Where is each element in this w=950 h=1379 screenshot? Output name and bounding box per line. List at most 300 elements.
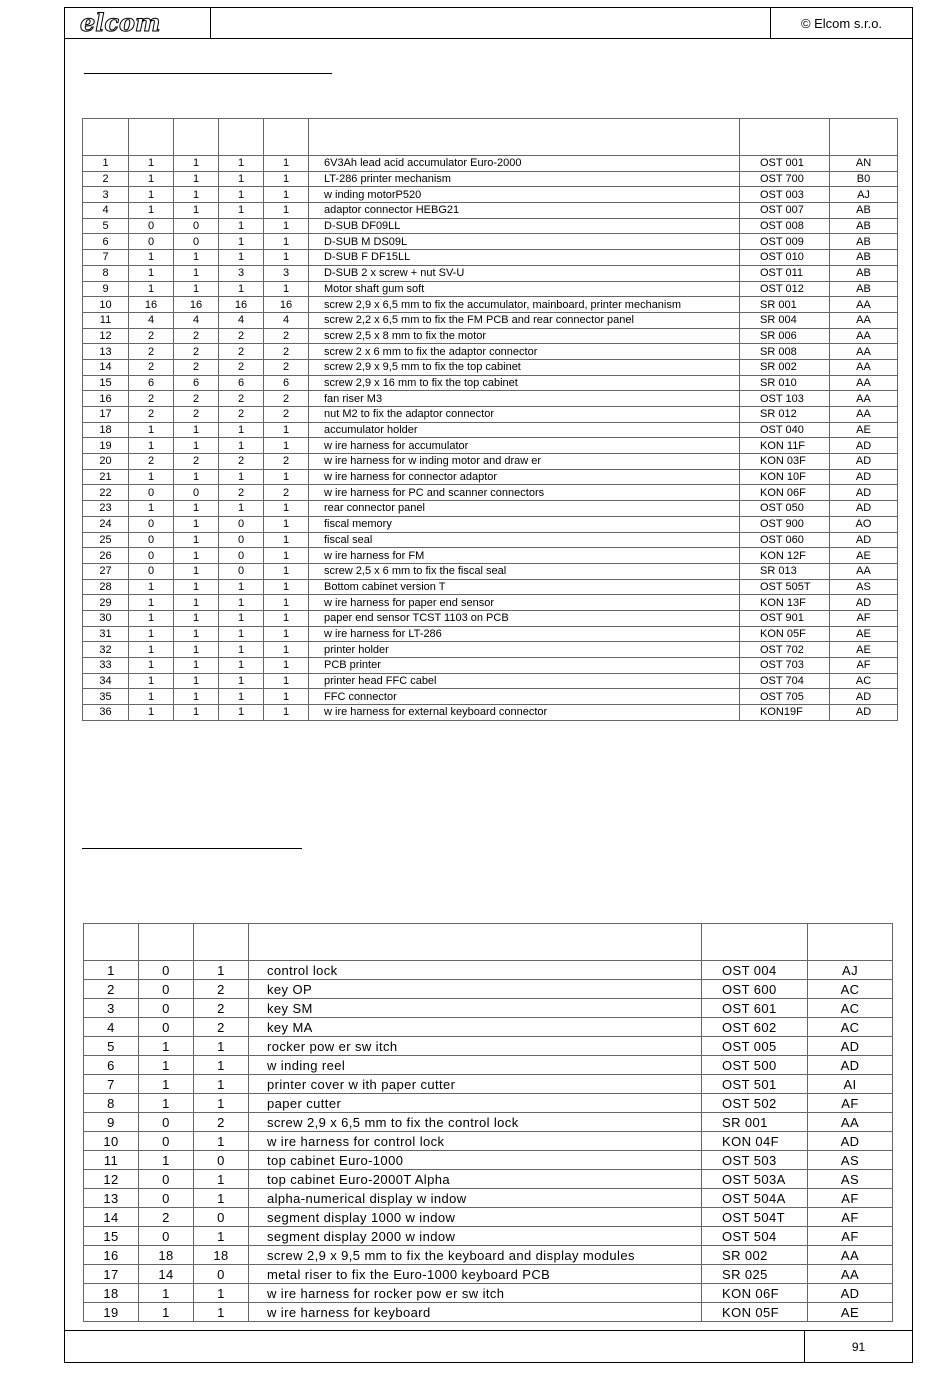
table-cell: OST 012 (740, 281, 830, 297)
table-row (83, 344, 898, 360)
table-cell: 1 (219, 595, 264, 611)
table-header-row (84, 924, 893, 961)
table-cell: OST 050 (740, 501, 830, 517)
table-cell: 1 (129, 595, 174, 611)
table-cell: 1 (264, 673, 309, 689)
table-cell: 1 (174, 579, 219, 595)
table-cell: 1 (174, 469, 219, 485)
table-cell: 1 (129, 281, 174, 297)
table-cell: AO (830, 516, 898, 532)
table-row (83, 171, 898, 187)
table-cell: 1 (194, 1056, 249, 1075)
table-cell: Bottom cabinet version T (309, 579, 740, 595)
table-cell: 0 (174, 485, 219, 501)
table-cell: 12 (83, 328, 129, 344)
table-cell: 2 (194, 999, 249, 1018)
table-cell: w ire harness for LT-286 (309, 626, 740, 642)
table-cell: 1 (174, 281, 219, 297)
table-cell: AA (808, 1113, 893, 1132)
table-cell: SR 012 (740, 407, 830, 423)
table-row (83, 234, 898, 250)
table-cell: AS (808, 1151, 893, 1170)
table-cell: KON 13F (740, 595, 830, 611)
table-cell: 1 (129, 171, 174, 187)
table-cell: 4 (264, 312, 309, 328)
table-cell: 1 (83, 156, 129, 172)
table-cell: 18 (84, 1284, 139, 1303)
table-cell: KON 03F (740, 454, 830, 470)
table-row (84, 1037, 893, 1056)
table-cell: AN (830, 156, 898, 172)
table-header-row (83, 119, 898, 156)
table-cell: 1 (129, 642, 174, 658)
table-cell: fiscal seal (309, 532, 740, 548)
table-cell: 11 (83, 312, 129, 328)
table-cell: 1 (194, 1303, 249, 1322)
table-cell: OST 601 (702, 999, 808, 1018)
table-row (83, 407, 898, 423)
table-cell: SR 002 (740, 359, 830, 375)
table-cell: rear connector panel (309, 501, 740, 517)
table-cell: 3 (264, 265, 309, 281)
table-cell: OST 503A (702, 1170, 808, 1189)
table-row (83, 328, 898, 344)
page-number: 91 (804, 1331, 912, 1362)
table-cell: 17 (83, 407, 129, 423)
table-cell: AA (830, 359, 898, 375)
table-cell: screw 2,5 x 6 mm to fix the fiscal seal (309, 563, 740, 579)
table-row (83, 689, 898, 705)
table-cell: printer head FFC cabel (309, 673, 740, 689)
table-cell: AB (830, 203, 898, 219)
table-cell: key OP (249, 980, 702, 999)
table-cell: KON 04F (702, 1132, 808, 1151)
table-cell: OST 502 (702, 1094, 808, 1113)
table-cell: 2 (174, 454, 219, 470)
table-cell: 1 (129, 689, 174, 705)
table-cell: 19 (84, 1303, 139, 1322)
table-cell: 1 (174, 658, 219, 674)
table-row (83, 297, 898, 313)
table-row (83, 516, 898, 532)
table-cell: 1 (264, 171, 309, 187)
table-cell: 1 (194, 1094, 249, 1113)
table-cell: 1 (219, 171, 264, 187)
table-cell: AA (808, 1265, 893, 1284)
table-cell: 1 (264, 579, 309, 595)
table-cell: 13 (84, 1189, 139, 1208)
table-cell: 10 (84, 1132, 139, 1151)
table-row (83, 422, 898, 438)
table-cell: OST 702 (740, 642, 830, 658)
table-cell: AA (830, 312, 898, 328)
table-cell: AE (830, 548, 898, 564)
table-cell: 1 (194, 1189, 249, 1208)
table-cell: 1 (264, 203, 309, 219)
table-cell: 1 (219, 658, 264, 674)
table-cell: 16 (264, 297, 309, 313)
table-cell: OST 103 (740, 391, 830, 407)
table-cell: 2 (129, 344, 174, 360)
table-cell: AS (830, 579, 898, 595)
table-cell: 1 (129, 250, 174, 266)
table-row (83, 187, 898, 203)
table-cell: 2 (264, 359, 309, 375)
table-cell: 1 (174, 563, 219, 579)
table-cell: 1 (264, 563, 309, 579)
table-row (83, 563, 898, 579)
table-cell: 4 (84, 1018, 139, 1037)
table-cell: OST 504T (702, 1208, 808, 1227)
table-row (83, 673, 898, 689)
parts-table-2 (83, 923, 893, 1322)
table-cell: 6 (84, 1056, 139, 1075)
table-cell: adaptor connector HEBG21 (309, 203, 740, 219)
table-cell: w inding reel (249, 1056, 702, 1075)
table-cell: 2 (174, 328, 219, 344)
table-cell: SR 025 (702, 1265, 808, 1284)
table-cell: 2 (264, 391, 309, 407)
table-row (83, 595, 898, 611)
table-row (83, 265, 898, 281)
table-cell: 0 (139, 1132, 194, 1151)
table-cell: AC (830, 673, 898, 689)
table-cell: w ire harness for accumulator (309, 438, 740, 454)
table-cell: 0 (139, 1170, 194, 1189)
table-cell: 35 (83, 689, 129, 705)
table-cell: 0 (129, 234, 174, 250)
table-row (84, 1113, 893, 1132)
table-row (84, 1094, 893, 1113)
table-cell: 32 (83, 642, 129, 658)
table-cell: 1 (139, 1094, 194, 1113)
table-row (83, 469, 898, 485)
table-cell: 1 (219, 156, 264, 172)
table-cell: OST 503 (702, 1151, 808, 1170)
table-row (84, 999, 893, 1018)
table-row (84, 1151, 893, 1170)
table-cell: AF (830, 658, 898, 674)
table-cell: KON 12F (740, 548, 830, 564)
table-cell: segment display 1000 w indow (249, 1208, 702, 1227)
table-cell: 2 (264, 328, 309, 344)
table-cell: 1 (174, 626, 219, 642)
table-cell: 6 (264, 375, 309, 391)
table-cell: AA (830, 407, 898, 423)
table-cell: 0 (139, 980, 194, 999)
table-cell: 1 (219, 438, 264, 454)
table-cell: 2 (219, 485, 264, 501)
table-cell: 0 (129, 548, 174, 564)
section-rule-2 (82, 848, 302, 849)
page-header (65, 8, 912, 39)
table-cell: AD (830, 705, 898, 721)
table-cell: 1 (174, 187, 219, 203)
table-cell: OST 705 (740, 689, 830, 705)
table-cell: 1 (129, 501, 174, 517)
table-cell: key MA (249, 1018, 702, 1037)
table-cell: 2 (219, 328, 264, 344)
table-cell: 1 (129, 469, 174, 485)
table-cell: 0 (139, 1227, 194, 1246)
table-cell: AA (830, 328, 898, 344)
table-cell: 2 (129, 328, 174, 344)
table-cell: 2 (83, 171, 129, 187)
table-cell: 1 (129, 705, 174, 721)
table-cell: 1 (219, 501, 264, 517)
table-cell: 2 (264, 344, 309, 360)
table-cell: OST 505T (740, 579, 830, 595)
table-cell: 0 (219, 563, 264, 579)
table-cell: 1 (129, 203, 174, 219)
table-cell: 1 (194, 961, 249, 980)
table-cell: 1 (264, 595, 309, 611)
table-cell: 34 (83, 673, 129, 689)
table-cell: 3 (84, 999, 139, 1018)
table-cell: 0 (194, 1151, 249, 1170)
table-cell: 2 (219, 407, 264, 423)
table-cell: 0 (139, 999, 194, 1018)
table-cell: accumulator holder (309, 422, 740, 438)
table-cell: 1 (174, 250, 219, 266)
table-cell: 16 (84, 1246, 139, 1265)
table-cell: SR 002 (702, 1246, 808, 1265)
parts-table-1 (82, 118, 898, 721)
table-cell: 1 (264, 156, 309, 172)
table-cell: AE (830, 422, 898, 438)
table-row (83, 532, 898, 548)
table-cell: 1 (219, 626, 264, 642)
table-cell: 6 (219, 375, 264, 391)
table-cell: AD (808, 1037, 893, 1056)
table-cell: 11 (84, 1151, 139, 1170)
table-cell: top cabinet Euro-1000 (249, 1151, 702, 1170)
table-cell: OST 700 (740, 171, 830, 187)
table-cell: AB (830, 250, 898, 266)
table-cell: paper cutter (249, 1094, 702, 1113)
table-row (83, 281, 898, 297)
table-cell: 2 (219, 359, 264, 375)
table-cell: 1 (194, 1227, 249, 1246)
table-cell: 2 (129, 359, 174, 375)
table-cell: 16 (129, 297, 174, 313)
table-cell: 21 (83, 469, 129, 485)
table-cell: w ire harness for PC and scanner connectors (309, 485, 740, 501)
table-cell: 1 (264, 642, 309, 658)
table-row (84, 1265, 893, 1284)
table-cell: AE (808, 1303, 893, 1322)
table-cell: screw 2 x 6 mm to fix the adaptor connector (309, 344, 740, 360)
table-cell: w ire harness for external keyboard connector (309, 705, 740, 721)
table-cell: AC (808, 1018, 893, 1037)
table-cell: 1 (174, 532, 219, 548)
table-cell: paper end sensor TCST 1103 on PCB (309, 610, 740, 626)
table-cell: 1 (264, 218, 309, 234)
table-cell: 2 (174, 344, 219, 360)
table-cell: SR 008 (740, 344, 830, 360)
table-cell: 2 (139, 1208, 194, 1227)
table-row (83, 454, 898, 470)
table-cell: 1 (174, 422, 219, 438)
table-cell: top cabinet Euro-2000T Alpha (249, 1170, 702, 1189)
table-cell: AA (830, 563, 898, 579)
table-cell: OST 009 (740, 234, 830, 250)
table-cell: 31 (83, 626, 129, 642)
table-cell: 16 (83, 391, 129, 407)
table-cell: 0 (139, 1113, 194, 1132)
table-cell: 2 (264, 407, 309, 423)
table-cell: OST 704 (740, 673, 830, 689)
table-cell: 0 (174, 218, 219, 234)
table-cell: w ire harness for FM (309, 548, 740, 564)
table-cell: SR 001 (702, 1113, 808, 1132)
table-cell: 4 (219, 312, 264, 328)
table-cell: AB (830, 218, 898, 234)
table-cell: 5 (84, 1037, 139, 1056)
table-cell: 1 (219, 187, 264, 203)
table-cell: 1 (219, 234, 264, 250)
table-cell: AB (830, 265, 898, 281)
table-cell: AC (808, 980, 893, 999)
table-cell: 2 (219, 454, 264, 470)
table-cell: 10 (83, 297, 129, 313)
table-row (83, 156, 898, 172)
table-row (83, 658, 898, 674)
table-cell: 9 (84, 1113, 139, 1132)
table-row (84, 1303, 893, 1322)
table-cell: 20 (83, 454, 129, 470)
table-cell: 0 (129, 563, 174, 579)
table-cell: 33 (83, 658, 129, 674)
table-cell: alpha-numerical display w indow (249, 1189, 702, 1208)
table-row (84, 1170, 893, 1189)
table-row (83, 548, 898, 564)
table-cell: OST 900 (740, 516, 830, 532)
table-cell: 14 (83, 359, 129, 375)
table-cell: KON 10F (740, 469, 830, 485)
table-cell: SR 013 (740, 563, 830, 579)
table-row (83, 375, 898, 391)
table-cell: OST 005 (702, 1037, 808, 1056)
table-cell: 1 (129, 156, 174, 172)
table-cell: 2 (174, 359, 219, 375)
table-cell: AD (830, 485, 898, 501)
table-cell: 1 (139, 1303, 194, 1322)
table-cell: KON 05F (702, 1303, 808, 1322)
table-cell: 18 (194, 1246, 249, 1265)
table-cell: w ire harness for control lock (249, 1132, 702, 1151)
table-cell: 1 (139, 1037, 194, 1056)
table-cell: 16 (174, 297, 219, 313)
table-cell: AE (830, 642, 898, 658)
table-cell: metal riser to fix the Euro-1000 keyboard PCB (249, 1265, 702, 1284)
table-cell: 1 (264, 548, 309, 564)
table-cell: AB (830, 281, 898, 297)
svg-text:elcom: elcom (79, 11, 160, 35)
table-cell: AA (830, 375, 898, 391)
table-cell: 1 (219, 281, 264, 297)
table-cell: w ire harness for keyboard (249, 1303, 702, 1322)
table-row (83, 579, 898, 595)
table-cell: 18 (83, 422, 129, 438)
table-cell: 0 (129, 532, 174, 548)
table-cell: 1 (139, 1151, 194, 1170)
table-cell: 2 (264, 485, 309, 501)
table-cell: 2 (194, 1018, 249, 1037)
table-cell: 1 (174, 171, 219, 187)
table-cell: 23 (83, 501, 129, 517)
table-cell: 7 (84, 1075, 139, 1094)
section-rule-1 (84, 73, 332, 74)
table-cell: 4 (129, 312, 174, 328)
table-cell: 26 (83, 548, 129, 564)
table-cell: 2 (84, 980, 139, 999)
table-cell: 1 (264, 281, 309, 297)
table-cell: 1 (219, 218, 264, 234)
table-cell: screw 2,9 x 9,5 mm to fix the keyboard and display modules (249, 1246, 702, 1265)
table-cell: OST 007 (740, 203, 830, 219)
table-cell: OST 040 (740, 422, 830, 438)
table-cell: KON 05F (740, 626, 830, 642)
table-cell: 1 (129, 187, 174, 203)
elcom-logo-icon (78, 11, 198, 35)
table-cell: KON 06F (740, 485, 830, 501)
table-cell: 2 (129, 391, 174, 407)
table-cell: 0 (129, 516, 174, 532)
table-cell: 2 (264, 454, 309, 470)
table-cell: AD (830, 438, 898, 454)
table-row (83, 359, 898, 375)
table-cell: AD (830, 469, 898, 485)
table-cell: AD (830, 689, 898, 705)
table-cell: 0 (129, 485, 174, 501)
table-cell: 24 (83, 516, 129, 532)
table-cell: OST 703 (740, 658, 830, 674)
table-cell: 1 (219, 673, 264, 689)
page-footer (65, 1330, 912, 1362)
table-cell: OST 500 (702, 1056, 808, 1075)
table-cell: 1 (129, 610, 174, 626)
table-cell: D-SUB F DF15LL (309, 250, 740, 266)
table-cell: 2 (174, 407, 219, 423)
table-cell: 2 (129, 454, 174, 470)
table-row (83, 501, 898, 517)
table-cell: OST 504A (702, 1189, 808, 1208)
table-cell: 1 (219, 422, 264, 438)
table-cell: printer cover w ith paper cutter (249, 1075, 702, 1094)
table-cell: screw 2,9 x 6,5 mm to fix the control lock (249, 1113, 702, 1132)
table-cell: screw 2,2 x 6,5 mm to fix the FM PCB and rear connector panel (309, 312, 740, 328)
table-cell: 8 (83, 265, 129, 281)
table-cell: 0 (194, 1265, 249, 1284)
table-cell: 1 (219, 203, 264, 219)
table-cell: 1 (264, 610, 309, 626)
table-cell: 1 (174, 642, 219, 658)
table-cell: 1 (264, 516, 309, 532)
table-cell: w ire harness for paper end sensor (309, 595, 740, 611)
table-cell: 0 (139, 1189, 194, 1208)
table-cell: OST 600 (702, 980, 808, 999)
table-cell: 1 (174, 595, 219, 611)
table-row (84, 980, 893, 999)
table-cell: SR 006 (740, 328, 830, 344)
table-cell: 0 (129, 218, 174, 234)
table-cell: 1 (219, 705, 264, 721)
table-cell: 1 (219, 469, 264, 485)
table-cell: 1 (264, 532, 309, 548)
table-cell: 1 (264, 422, 309, 438)
table-cell: AD (830, 501, 898, 517)
